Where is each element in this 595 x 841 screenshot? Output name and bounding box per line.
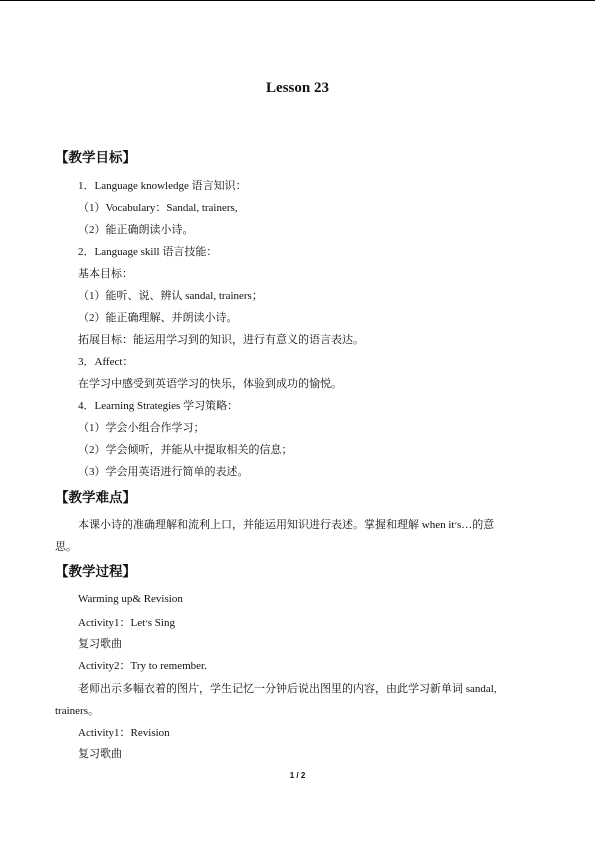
goal-line: （2）能正确朗读小诗。 [78, 224, 194, 236]
section-heading-process: 【教学过程】 [55, 564, 136, 580]
process-line: Activity1：Revision [78, 727, 170, 739]
process-line: 复习歌曲 [78, 748, 122, 760]
goal-line: 3．Affect： [78, 356, 134, 368]
goal-line: （2）能正确理解、并朗读小诗。 [78, 312, 238, 324]
section-heading-difficulties: 【教学难点】 [55, 490, 136, 506]
process-line: Activity1：Let׳s Sing [78, 617, 175, 629]
difficulty-line: 本课小诗的准确理解和流利上口，并能运用知识进行表述。掌握和理解 when it׳s…的意 [78, 519, 495, 531]
process-line: Warming up& Revision [78, 593, 183, 605]
top-rule [0, 0, 595, 1]
goal-line: （2）学会倾听，并能从中提取相关的信息； [78, 444, 293, 456]
goal-line: （1）学会小组合作学习； [78, 422, 205, 434]
process-line: trainers。 [55, 705, 99, 717]
process-line: 复习歌曲 [78, 638, 122, 650]
section-heading-goals: 【教学目标】 [55, 150, 136, 166]
goal-line: 1．Language knowledge 语言知识： [78, 180, 247, 192]
goal-line: 在学习中感受到英语学习的快乐，体验到成功的愉悦。 [78, 378, 342, 390]
goal-line: （3）学会用英语进行简单的表述。 [78, 466, 249, 478]
difficulty-line: 思。 [55, 541, 77, 553]
goal-line: 4．Learning Strategies 学习策略： [78, 400, 239, 412]
goal-line: 基本目标： [78, 268, 133, 280]
page-number: 1 / 2 [289, 771, 306, 780]
goal-line: 2．Language skill 语言技能： [78, 246, 218, 258]
goal-line: （1）能听、说、辨认 sandal, trainers； [78, 290, 263, 302]
goal-line: （1）Vocabulary：Sandal, trainers, [78, 202, 238, 214]
page-title: Lesson 23 [266, 80, 329, 96]
goal-line: 拓展目标：能运用学习到的知识，进行有意义的语言表达。 [78, 334, 364, 346]
process-line: Activity2：Try to remember. [78, 660, 207, 672]
process-line: 老师出示多幅衣着的图片，学生记忆一分钟后说出图里的内容，由此学习新单词 sandal, [78, 683, 497, 695]
